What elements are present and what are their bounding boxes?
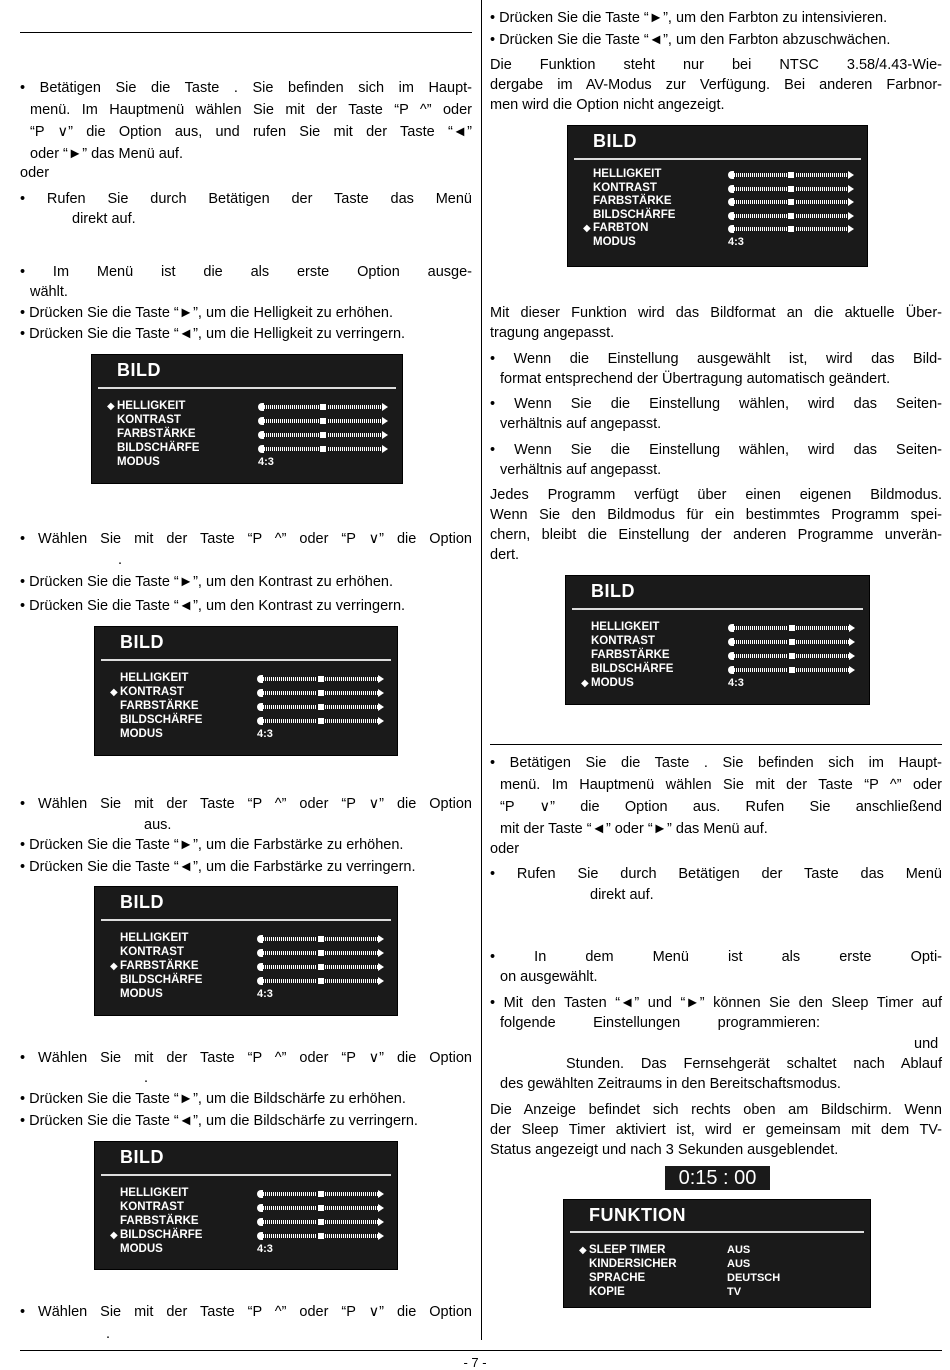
slider-knob (788, 666, 796, 674)
osd-item-value: DEUTSCH (727, 1272, 781, 1284)
slider-knob (788, 652, 796, 660)
level-slider (257, 1204, 384, 1212)
osd-item-kindersicher: KINDERSICHER (589, 1258, 677, 1270)
text-line: des gewählten Zeitraums in den Bereitschaftsmodus. (500, 1076, 841, 1092)
slider-right-arrow-icon (848, 185, 854, 193)
osd-item-bildschärfe: BILDSCHÄRFE (120, 1229, 203, 1241)
slider-knob (787, 171, 795, 179)
text-line: Mit dieser Funktion wird das Bildformat an die aktuelle Über- (490, 305, 942, 321)
text-line: folgende Einstellungen programmieren: (500, 1015, 820, 1031)
osd-item-helligkeit: HELLIGKEIT (593, 168, 662, 180)
osd-item-value: AUS (727, 1258, 751, 1270)
text-line: • Wenn Sie die Einstellung wählen, wird das Seiten- (490, 396, 942, 412)
slider-left-end-icon (257, 1204, 263, 1212)
top-rule (20, 32, 472, 33)
slider-left-end-icon (258, 445, 264, 453)
selection-marker-icon: ◆ (110, 687, 118, 698)
osd-item-kontrast: KONTRAST (117, 414, 181, 426)
level-slider (257, 675, 384, 683)
slider-left-end-icon (728, 638, 734, 646)
slider-right-arrow-icon (848, 171, 854, 179)
level-slider (258, 431, 388, 439)
level-slider (257, 1232, 384, 1240)
slider-knob (787, 198, 795, 206)
slider-left-end-icon (728, 652, 734, 660)
text-line: . (106, 1326, 111, 1342)
text-line: • Drücken Sie die Taste “►”, um die Helligkeit zu erhöhen. (20, 305, 393, 321)
slider-right-arrow-icon (849, 624, 855, 632)
osd-title-rule (98, 387, 396, 389)
osd-mode-value: 4:3 (257, 1243, 273, 1255)
osd-item-kontrast: KONTRAST (120, 1201, 184, 1213)
text-line: • Wählen Sie mit der Taste “P ^” oder “P ∨” die Option (20, 1304, 472, 1320)
osd-mode-value: 4:3 (258, 456, 274, 468)
text-line: menü. Im Hauptmenü wählen Sie mit der Taste “P ^” oder (30, 102, 472, 118)
osd-item-farbstärke: FARBSTÄRKE (117, 428, 196, 440)
text-line: • Drücken Sie die Taste “◄”, um den Farbton abzuschwächen. (490, 32, 891, 48)
text-line: • Im Menü ist die als erste Option ausge- (20, 264, 472, 280)
slider-left-end-icon (257, 717, 263, 725)
text-line: oder (490, 841, 520, 857)
osd-item-farbstärke: FARBSTÄRKE (120, 960, 199, 972)
osd-bild-modus (565, 575, 870, 705)
slider-right-arrow-icon (848, 212, 854, 220)
level-slider (258, 417, 388, 425)
slider-right-arrow-icon (382, 431, 388, 439)
osd-item-farbstärke: FARBSTÄRKE (120, 700, 199, 712)
text-line: dergabe im AV-Modus zur Verfügung. Bei anderen Farbnor- (490, 77, 942, 93)
slider-right-arrow-icon (378, 1232, 384, 1240)
text-line: . (118, 552, 123, 568)
slider-knob (317, 1232, 325, 1240)
text-line: chern, bleibt die Einstellung der anderen Programme unverän- (490, 527, 942, 543)
slider-knob (788, 638, 796, 646)
sleep-timer-display: 0:15 : 00 (665, 1166, 770, 1190)
slider-left-end-icon (257, 977, 263, 985)
osd-item-bildschärfe: BILDSCHÄRFE (117, 442, 200, 454)
slider-knob (317, 703, 325, 711)
column-divider (481, 0, 482, 1340)
osd-item-helligkeit: HELLIGKEIT (591, 621, 660, 633)
text-line: Stunden. Das Fernsehgerät schaltet nach Ablauf (566, 1056, 942, 1072)
slider-right-arrow-icon (382, 417, 388, 425)
osd-title: BILD (120, 1147, 164, 1167)
osd-title: FUNKTION (589, 1205, 686, 1225)
slider-knob (317, 1218, 325, 1226)
text-line: • Wählen Sie mit der Taste “P ^” oder “P ∨” die Option (20, 796, 472, 812)
level-slider (728, 638, 855, 646)
slider-knob (317, 977, 325, 985)
osd-item-value: TV (727, 1286, 742, 1298)
level-slider (257, 949, 384, 957)
selection-marker-icon: ◆ (110, 961, 118, 972)
osd-item-helligkeit: HELLIGKEIT (120, 932, 189, 944)
slider-left-end-icon (728, 198, 734, 206)
osd-title: BILD (593, 131, 637, 151)
osd-item-bildschärfe: BILDSCHÄRFE (591, 663, 674, 675)
slider-right-arrow-icon (382, 403, 388, 411)
osd-item-helligkeit: HELLIGKEIT (117, 400, 186, 412)
text-line: • Betätigen Sie die Taste . Sie befinden sich im Haupt- (20, 80, 472, 96)
slider-knob (319, 431, 327, 439)
osd-bild-bildschaerfe (94, 1141, 398, 1270)
text-line: men wird die Option nicht angezeigt. (490, 97, 725, 113)
level-slider (728, 212, 854, 220)
slider-right-arrow-icon (378, 675, 384, 683)
text-line: direkt auf. (590, 887, 654, 903)
slider-left-end-icon (257, 935, 263, 943)
text-line: • Wählen Sie mit der Taste “P ^” oder “P ∨” die Option (20, 1050, 472, 1066)
slider-left-end-icon (257, 1218, 263, 1226)
text-line: on ausgewählt. (500, 969, 598, 985)
osd-title: BILD (120, 892, 164, 912)
osd-bild-helligkeit (91, 354, 403, 484)
text-line: “P ∨” die Option aus, und rufen Sie mit der Taste “◄” (30, 124, 472, 140)
osd-item-bildschärfe: BILDSCHÄRFE (120, 714, 203, 726)
slider-left-end-icon (257, 1232, 263, 1240)
osd-item-modus: MODUS (593, 235, 636, 248)
slider-left-end-icon (257, 703, 263, 711)
osd-title: BILD (120, 632, 164, 652)
osd-title: BILD (591, 581, 635, 601)
osd-bild-farbton (567, 125, 868, 267)
osd-item-modus: MODUS (117, 456, 160, 468)
slider-left-end-icon (257, 675, 263, 683)
osd-item-modus: MODUS (120, 988, 163, 1000)
slider-knob (319, 403, 327, 411)
osd-item-kontrast: KONTRAST (120, 686, 184, 698)
text-line: • Wählen Sie mit der Taste “P ^” oder “P ∨” die Option (20, 531, 472, 547)
slider-left-end-icon (258, 403, 264, 411)
text-line: • Drücken Sie die Taste “►”, um die Bildschärfe zu erhöhen. (20, 1091, 406, 1107)
text-line: • Drücken Sie die Taste “◄”, um den Kontrast zu verringern. (20, 598, 406, 614)
osd-item-kontrast: KONTRAST (120, 946, 184, 958)
text-line: • Wenn Sie die Einstellung wählen, wird das Seiten- (490, 442, 942, 458)
slider-right-arrow-icon (378, 689, 384, 697)
text-line: • Rufen Sie durch Betätigen der Taste das Menü (20, 191, 472, 207)
osd-item-kontrast: KONTRAST (591, 635, 655, 647)
slider-knob (317, 935, 325, 943)
slider-right-arrow-icon (378, 717, 384, 725)
slider-knob (319, 445, 327, 453)
osd-item-sprache: SPRACHE (589, 1272, 646, 1284)
osd-item-value: AUS (727, 1244, 751, 1256)
osd-item-farbstärke: FARBSTÄRKE (591, 649, 670, 661)
slider-knob (317, 1204, 325, 1212)
section-rule (490, 744, 942, 745)
slider-knob (319, 417, 327, 425)
osd-title: BILD (117, 360, 161, 380)
level-slider (257, 963, 384, 971)
text-line: Wenn Sie den Bildmodus für ein bestimmtes Programm spei- (490, 507, 942, 523)
text-line: Die Anzeige befindet sich rechts oben am Bildschirm. Wenn (490, 1102, 942, 1118)
level-slider (257, 717, 384, 725)
osd-title-rule (570, 1231, 864, 1233)
osd-bild-farbstaerke (94, 886, 398, 1016)
text-line: • Rufen Sie durch Betätigen der Taste das Menü (490, 866, 942, 882)
slider-knob (787, 212, 795, 220)
osd-item-sleep-timer: SLEEP TIMER (589, 1244, 666, 1256)
osd-title-rule (574, 158, 861, 160)
osd-item-modus: MODUS (120, 728, 163, 740)
slider-knob (788, 624, 796, 632)
bottom-rule (20, 1350, 942, 1351)
text-line: Status angezeigt und nach 3 Sekunden ausgeblendet. (490, 1142, 839, 1158)
text-line: • Drücken Sie die Taste “◄”, um die Farbstärke zu verringern. (20, 859, 416, 875)
osd-mode-value: 4:3 (257, 728, 273, 740)
osd-item-farbstärke: FARBSTÄRKE (593, 195, 672, 207)
slider-right-arrow-icon (848, 198, 854, 206)
slider-left-end-icon (258, 431, 264, 439)
level-slider (728, 624, 855, 632)
text-line: der Sleep Timer aktiviert ist, wird er gemeinsam mit dem TV- (490, 1122, 942, 1138)
text-line: und (914, 1036, 939, 1052)
osd-title-rule (101, 659, 391, 661)
slider-left-end-icon (728, 225, 734, 233)
slider-left-end-icon (257, 949, 263, 957)
selection-marker-icon: ◆ (579, 1245, 587, 1256)
level-slider (257, 1190, 384, 1198)
osd-title-rule (572, 608, 863, 610)
level-slider (257, 1218, 384, 1226)
selection-marker-icon: ◆ (107, 401, 115, 412)
slider-right-arrow-icon (848, 225, 854, 233)
text-line: aus. (144, 817, 172, 833)
osd-item-modus: MODUS (120, 1243, 163, 1255)
text-line: • Drücken Sie die Taste “◄”, um die Bildschärfe zu verringern. (20, 1113, 418, 1129)
slider-knob (317, 675, 325, 683)
slider-left-end-icon (258, 417, 264, 425)
slider-left-end-icon (257, 689, 263, 697)
text-line: verhältnis auf angepasst. (500, 416, 662, 432)
osd-mode-value: 4:3 (728, 235, 744, 248)
level-slider (257, 935, 384, 943)
selection-marker-icon: ◆ (583, 223, 591, 234)
text-line: • Drücken Sie die Taste “►”, um den Farbton zu intensivieren. (490, 10, 888, 26)
osd-item-helligkeit: HELLIGKEIT (120, 1187, 189, 1199)
osd-mode-value: 4:3 (257, 988, 273, 1000)
osd-item-kontrast: KONTRAST (593, 181, 657, 194)
osd-title-rule (101, 1174, 391, 1176)
osd-mode-value: 4:3 (728, 677, 744, 689)
slider-right-arrow-icon (378, 949, 384, 957)
text-line: oder (20, 165, 50, 181)
text-line: . (144, 1070, 149, 1086)
osd-item-helligkeit: HELLIGKEIT (120, 672, 189, 684)
level-slider (728, 185, 854, 193)
slider-left-end-icon (257, 1190, 263, 1198)
level-slider (728, 666, 855, 674)
text-line: dert. (490, 547, 520, 563)
level-slider (257, 703, 384, 711)
slider-right-arrow-icon (378, 1204, 384, 1212)
level-slider (257, 977, 384, 985)
osd-item-farbton: FARBTON (593, 222, 649, 234)
slider-left-end-icon (728, 171, 734, 179)
slider-right-arrow-icon (849, 666, 855, 674)
slider-right-arrow-icon (849, 652, 855, 660)
slider-right-arrow-icon (378, 1190, 384, 1198)
text-line: tragung angepasst. (490, 325, 615, 341)
osd-title-rule (101, 919, 391, 921)
text-line: • Drücken Sie die Taste “◄”, um die Helligkeit zu verringern. (20, 326, 406, 342)
slider-left-end-icon (728, 624, 734, 632)
slider-knob (787, 225, 795, 233)
slider-left-end-icon (728, 666, 734, 674)
text-line: menü. Im Hauptmenü wählen Sie mit der Taste “P ^” oder (500, 777, 942, 793)
selection-marker-icon: ◆ (110, 1230, 118, 1241)
text-line: “P ∨” die Option aus. Rufen Sie anschließend (500, 799, 942, 815)
level-slider (728, 198, 854, 206)
text-line: • Drücken Sie die Taste “►”, um die Farbstärke zu erhöhen. (20, 837, 404, 853)
level-slider (728, 225, 854, 233)
osd-bild-kontrast (94, 626, 398, 756)
slider-left-end-icon (257, 963, 263, 971)
level-slider (728, 652, 855, 660)
slider-right-arrow-icon (378, 963, 384, 971)
slider-knob (317, 963, 325, 971)
slider-right-arrow-icon (378, 703, 384, 711)
text-line: mit der Taste “◄” oder “►” das Menü auf. (500, 821, 768, 837)
slider-left-end-icon (728, 185, 734, 193)
osd-item-bildschärfe: BILDSCHÄRFE (593, 208, 676, 221)
text-line: Die Funktion steht nur bei NTSC 3.58/4.43-Wie- (490, 57, 942, 73)
text-line: • Betätigen Sie die Taste . Sie befinden sich im Haupt- (490, 755, 942, 771)
slider-knob (317, 1190, 325, 1198)
level-slider (728, 171, 854, 179)
text-line: Jedes Programm verfügt über einen eigenen Bildmodus. (490, 487, 942, 503)
level-slider (258, 445, 388, 453)
text-line: • Wenn die Einstellung ausgewählt ist, wird das Bild- (490, 351, 942, 367)
text-line: wählt. (30, 284, 68, 300)
slider-knob (317, 717, 325, 725)
slider-right-arrow-icon (378, 977, 384, 985)
text-line: • Drücken Sie die Taste “►”, um den Kontrast zu erhöhen. (20, 574, 393, 590)
slider-right-arrow-icon (382, 445, 388, 453)
osd-funktion (563, 1199, 871, 1308)
osd-item-modus: MODUS (591, 677, 634, 689)
osd-item-kopie: KOPIE (589, 1286, 625, 1298)
osd-item-bildschärfe: BILDSCHÄRFE (120, 974, 203, 986)
slider-right-arrow-icon (849, 638, 855, 646)
text-line: • In dem Menü ist als erste Opti- (490, 949, 942, 965)
level-slider (257, 689, 384, 697)
slider-right-arrow-icon (378, 1218, 384, 1226)
page-number: - 7 - (463, 1355, 487, 1370)
slider-right-arrow-icon (378, 935, 384, 943)
slider-knob (317, 949, 325, 957)
slider-knob (317, 689, 325, 697)
text-line: direkt auf. (72, 211, 136, 227)
text-line: • Mit den Tasten “◄” und “►” können Sie den Sleep Timer auf (490, 995, 942, 1011)
slider-left-end-icon (728, 212, 734, 220)
text-line: oder “►” das Menü auf. (30, 146, 183, 162)
selection-marker-icon: ◆ (581, 678, 589, 689)
osd-item-farbstärke: FARBSTÄRKE (120, 1215, 199, 1227)
slider-knob (787, 185, 795, 193)
text-line: verhältnis auf angepasst. (500, 462, 662, 478)
level-slider (258, 403, 388, 411)
text-line: format entsprechend der Übertragung automatisch geändert. (500, 371, 891, 387)
